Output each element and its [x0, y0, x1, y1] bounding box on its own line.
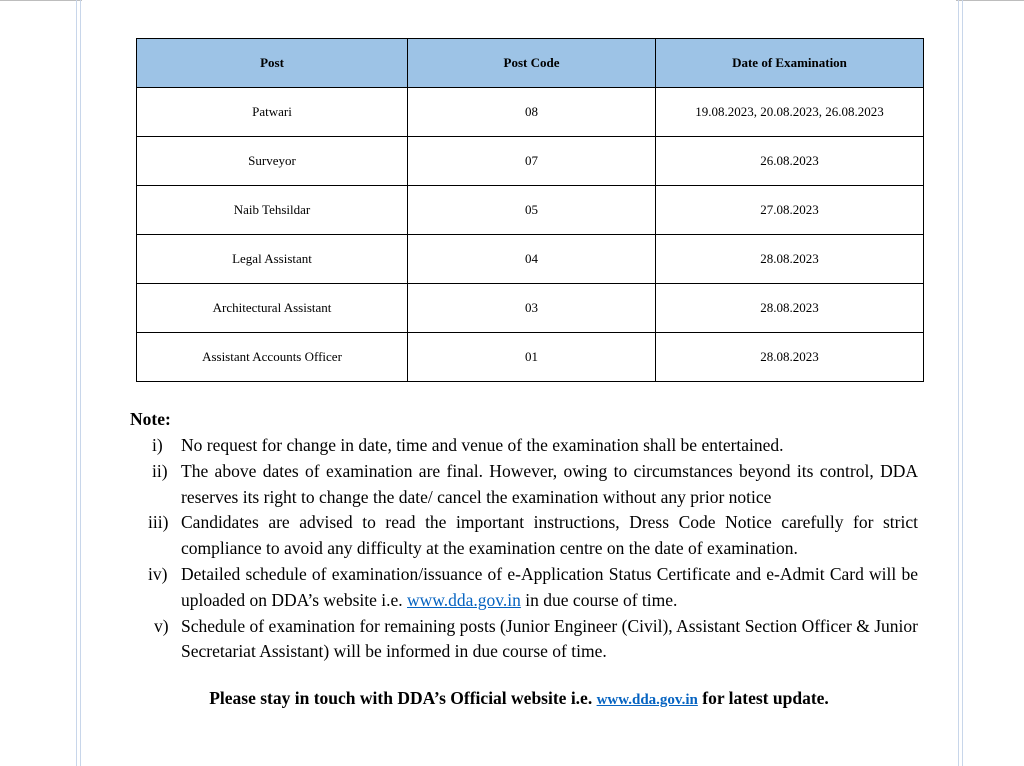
table-row [137, 284, 924, 333]
page-edge-right-inner [958, 0, 959, 766]
cell-post: Assistant Accounts Officer [137, 333, 408, 382]
note-number: ii) [152, 460, 168, 481]
notes-list [130, 433, 918, 665]
table-row [137, 333, 924, 382]
page-edge-left-outer [76, 0, 77, 766]
table-row [137, 235, 924, 284]
cell-post-code: 04 [408, 235, 656, 284]
note-number: v) [154, 615, 169, 636]
cell-post-code: 05 [408, 186, 656, 235]
cell-exam-date: 28.08.2023 [656, 235, 924, 284]
dda-website-link[interactable]: www.dda.gov.in [407, 589, 521, 610]
note-heading: Note: [130, 409, 171, 429]
note-text: No request for change in date, time and venue of the examination shall be entertained. [181, 435, 784, 455]
note-number: i) [152, 435, 163, 455]
header-post: Post [137, 39, 408, 88]
cell-post-code: 07 [408, 137, 656, 186]
table-row [137, 88, 924, 137]
note-item [130, 562, 918, 614]
cell-post-code: 08 [408, 88, 656, 137]
note-text: The above dates of examination are final. However, owing to circumstances beyond its control, DDA reserves its right to change the date/ cancel the examination without any prior notice [181, 460, 918, 507]
note-text: Detailed schedule of examination/issuance of e-Application Status Certificate and e-Admit Card will be uploaded on DDA’s website i.e. [181, 563, 918, 610]
page-edge-right-outer [962, 0, 963, 766]
note-number: iii) [148, 512, 169, 533]
note-text: Candidates are advised to read the important instructions, Dress Code Notice carefully for strict compliance to avoid any difficulty at the examination centre on the date of examination. [181, 512, 918, 559]
header-post-code: Post Code [408, 39, 656, 88]
exam-schedule-table [136, 38, 924, 382]
footer-text: Please stay in touch with DDA’s Official website i.e. [209, 688, 593, 708]
note-item [130, 433, 918, 459]
note-item [130, 510, 918, 562]
note-text: Schedule of examination for remaining posts (Junior Engineer (Civil), Assistant Section Officer & Junior Secretariat Assistant) will be informed in due course of time. [181, 615, 918, 662]
note-item [130, 459, 918, 511]
cell-exam-date: 28.08.2023 [656, 284, 924, 333]
cell-post-code: 01 [408, 333, 656, 382]
note-text-after-link: in due course of time. [525, 589, 678, 610]
table-row [137, 186, 924, 235]
footer-notice [82, 688, 956, 709]
cell-post-code: 03 [408, 284, 656, 333]
cell-post: Naib Tehsildar [137, 186, 408, 235]
header-date-of-examination: Date of Examination [656, 39, 924, 88]
footer-website-link[interactable]: www.dda.gov.in [596, 692, 698, 708]
note-item [130, 614, 918, 666]
table-header-row [137, 39, 924, 88]
cell-exam-date: 28.08.2023 [656, 333, 924, 382]
cell-post: Architectural Assistant [137, 284, 408, 333]
cell-exam-date: 26.08.2023 [656, 137, 924, 186]
page-edge-left-inner [80, 0, 81, 766]
cell-post: Patwari [137, 88, 408, 137]
table-row [137, 137, 924, 186]
cell-exam-date: 19.08.2023, 20.08.2023, 26.08.2023 [656, 88, 924, 137]
cell-post: Surveyor [137, 137, 408, 186]
footer-text-after-link: for latest update. [702, 688, 829, 708]
note-number: iv) [148, 563, 168, 584]
cell-post: Legal Assistant [137, 235, 408, 284]
cell-exam-date: 27.08.2023 [656, 186, 924, 235]
document-page [82, 0, 956, 766]
